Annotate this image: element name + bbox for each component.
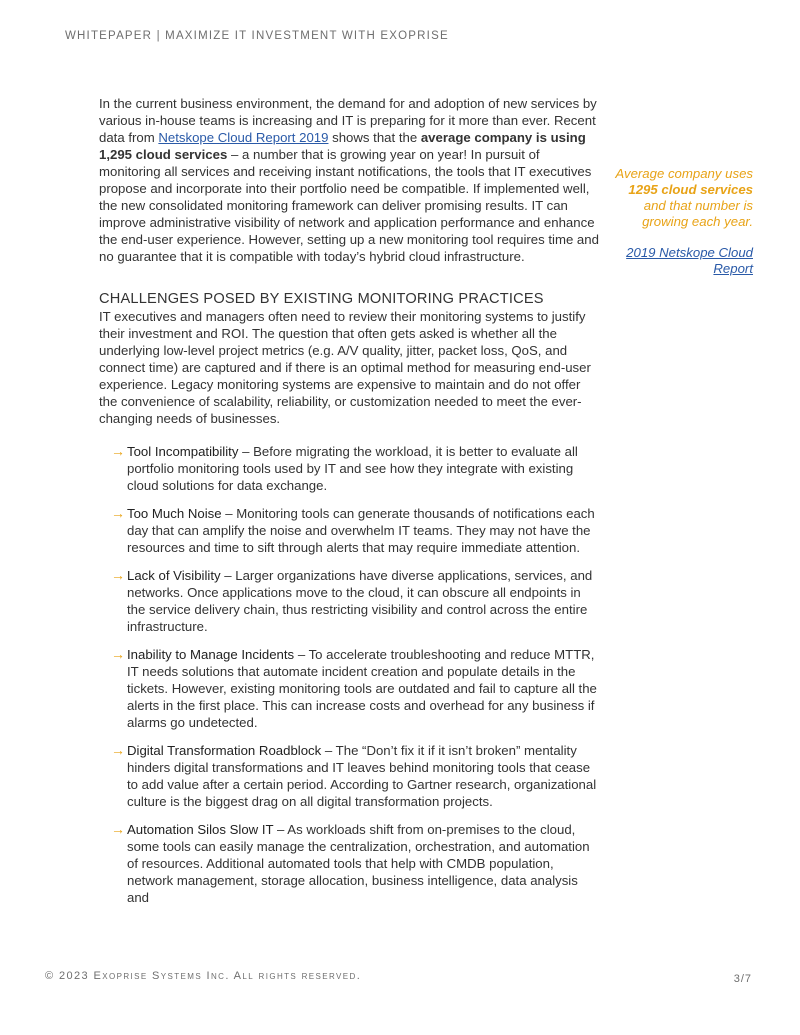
sidebar-line-1: Average company uses (615, 166, 753, 181)
bullet-text: – Monitoring tools can generate thousands of notifications each day that can amplify the noise and overwhelm IT teams. They may not have the resources and time to sift through alerts that may require immediate attention. (127, 506, 595, 555)
bullet-text: – To accelerate troubleshooting and reduce MTTR, IT needs solutions that automate incident creation and populate details in the tickets. However, existing monitoring tools are outdated and fail to capture all the alerts in the first place. This can increase costs and overhead for any business if alarms go undetected. (127, 647, 597, 730)
netskope-report-link[interactable]: Netskope Cloud Report 2019 (158, 130, 329, 145)
bullet-title: Lack of Visibility (127, 568, 221, 583)
sidebar-bold-stat: 1295 cloud services (628, 182, 753, 197)
intro-bold-stat: average company is using 1,295 cloud services (99, 130, 586, 162)
arrow-right-icon: → (111, 505, 125, 521)
list-item (99, 505, 599, 556)
bullet-text: – Before migrating the workload, it is better to evaluate all portfolio monitoring tools used by IT and see how they integrate with existing cloud solutions for data exchange. (127, 444, 578, 493)
page-header: WHITEPAPER | MAXIMIZE IT INVESTMENT WITH EXOPRISE (65, 30, 449, 42)
arrow-right-icon: → (111, 821, 125, 837)
bullet-title: Automation Silos Slow IT (127, 822, 274, 837)
sidebar-report-link[interactable]: 2019 Netskope Cloud Report (626, 245, 753, 276)
arrow-right-icon: → (111, 443, 125, 459)
list-item (99, 567, 599, 635)
bullet-text: – As workloads shift from on-premises to the cloud, some tools can easily manage the centralization, orchestration, and automation of resources. Additional automated tools that help with CMDB population, network management, storage allocation, business intelligence, data analysis and (127, 822, 590, 905)
bullet-title: Digital Transformation Roadblock (127, 743, 322, 758)
section-title: CHALLENGES POSED BY EXISTING MONITORING PRACTICES (99, 291, 544, 307)
section-paragraph: IT executives and managers often need to review their monitoring systems to justify their investment and ROI. The question that often gets asked is whether all the underlying low-level project metrics (e.g. A/V quality, jitter, packet loss, QoS, and connect time) are captured and if there is an optimal method for measuring end-user experience. Legacy monitoring systems are expensive to maintain and do not offer the convenience of scalability, reliability, or customization needed to meet the ever-changing needs of businesses. (99, 309, 591, 426)
intro-text-1: In the current business environment, the demand for and adoption of new services by various in-house teams is increasing and IT is preparing for it more than ever. Recent data from (99, 96, 597, 145)
arrow-right-icon: → (111, 567, 125, 583)
list-item (99, 742, 599, 810)
list-item (99, 646, 599, 731)
arrow-right-icon: → (111, 646, 125, 662)
footer-copyright: © 2023 Exoprise Systems Inc. All rights reserved. (45, 970, 362, 982)
bullet-text: – Larger organizations have diverse applications, services, and networks. Once applications move to the cloud, it can obscure all endpoints in the service delivery chain, thus restricting visibility and control across the entire infrastructure. (127, 568, 593, 634)
page-number: 3/7 (733, 973, 752, 985)
bullet-text: – The “Don’t fix it if it isn’t broken” mentality hinders digital transformations and IT leaves behind monitoring tools that cease to add value after a certain period. According to Gartner research, organizational culture is the biggest drag on all digital transformation projects. (127, 743, 597, 809)
challenges-list (99, 443, 599, 906)
list-item (99, 443, 599, 494)
bullet-title: Too Much Noise (127, 506, 222, 521)
intro-paragraph (99, 95, 599, 265)
bullet-title: Tool Incompatibility (127, 444, 239, 459)
bullet-title: Inability to Manage Incidents (127, 647, 295, 662)
list-item (99, 821, 599, 906)
intro-text-3: – a number that is growing year on year! In pursuit of monitoring all services and receiving instant notifications, the tools that IT executives propose and incorporate into their portfolio need be compatible. If implemented well, the new consolidated monitoring framework can deliver promising results. IT can improve administrative visibility of network and application performance and enhance the end-user experience. However, setting up a new monitoring tool requires time and no guarantee that it is compatible with today’s hybrid cloud infrastructure. (99, 147, 599, 264)
sidebar-callout (612, 166, 753, 277)
sidebar-line-2: and that number is growing each year. (642, 198, 753, 229)
main-content (99, 95, 599, 917)
intro-text-2: shows that the (328, 130, 421, 145)
arrow-right-icon: → (111, 742, 125, 758)
sidebar-quote (612, 166, 753, 230)
